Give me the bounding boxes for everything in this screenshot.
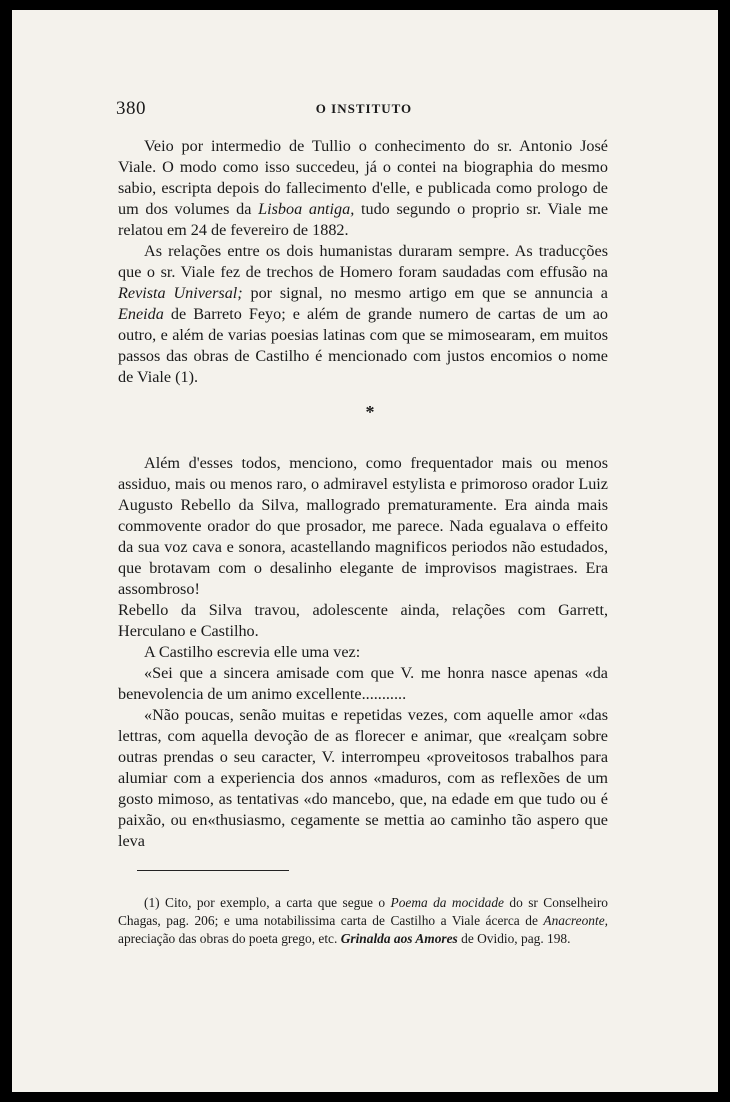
text-run: (1) Cito, por exemplo, a carta que segue o bbox=[144, 895, 391, 910]
section-separator: * bbox=[365, 402, 375, 422]
text-run: por signal, no mesmo artigo em que se annuncia a bbox=[242, 284, 608, 302]
text-run: As relações entre os dois humanistas duraram sempre. As traducções que o sr. Viale fez de trechos de Homero foram saudadas com effusão na bbox=[118, 242, 608, 281]
text-run: do sr Conselheiro Chagas, pag. 206; e uma notabilissima carta de Castilho a Viale ácerca de bbox=[118, 895, 608, 928]
text-run: de Barreto Feyo; e além de grande numero de cartas de um ao outro, e além de varias poesias latinas com que se mimosearam, em muitos passos das obras de Castilho é mencionado com justos encomios o nome de Viale (1). bbox=[118, 305, 608, 386]
text-run: de Ovidio, pag. 198. bbox=[457, 931, 571, 946]
paragraph bbox=[118, 241, 608, 388]
italic-title: Eneida bbox=[118, 305, 164, 323]
italic-title: Lisboa antiga, bbox=[258, 200, 355, 218]
book-page bbox=[12, 10, 718, 1092]
italic-title: Revista Universal; bbox=[118, 284, 243, 302]
paragraph bbox=[118, 136, 608, 241]
paragraph: A Castilho escrevia elle uma vez: bbox=[144, 643, 361, 661]
italic-title: Poema da mocidade bbox=[390, 895, 504, 910]
quotation: «Sei que a sincera amisade com que V. me honra nasce apenas «da benevolencia de um animo excellente........... bbox=[118, 664, 608, 703]
text-run: tudo segundo o proprio sr. Viale me relatou em 24 de fevereiro de 1882. bbox=[118, 200, 609, 239]
text-run: Veio por intermedio de Tullio o conhecimento do sr. Antonio José Viale. O modo como isso succedeu, já o contei na biographia do mesmo sabio, escripta depois do fallecimento d'elle, e publicada como prologo de um dos volumes da bbox=[118, 137, 608, 218]
quotation: «Não poucas, senão muitas e repetidas vezes, com aquelle amor «das lettras, com aquella devoção de as florecer e animar, que «realçam sobre outras prendas o seu caracter, V. interrompeu «proveitosos trabalhos para alumiar com a experiencia dos annos «maduros, com as reflexões de um gosto mimoso, as tentativas «do mancebo, que, na edade em que tudo ou é paixão, ou en«thusiasmo, cegamente se mettia ao caminho tão aspero que leva bbox=[118, 706, 608, 850]
footnote bbox=[118, 894, 608, 948]
italic-title: Grinalda aos Amores bbox=[340, 931, 458, 946]
page-number: 380 bbox=[116, 98, 146, 119]
running-title: O INSTITUTO bbox=[315, 101, 413, 116]
paragraph: Rebello da Silva travou, adolescente ainda, relações com Garrett, Herculano e Castilho. bbox=[118, 601, 608, 640]
body-text bbox=[118, 136, 608, 852]
paragraph: Além d'esses todos, menciono, como frequentador mais ou menos assiduo, mais ou menos raro, o admiravel estylista e primoroso orador Luiz Augusto Rebello da Silva, mallogrado prematuramente. Era ainda mais commovente orador do que prosador, me parece. Nada egualava o effeito da sua voz cava e sonora, acastellando magnificos periodos não estudados, que brotavam com o desalinho elegante de improvisos magistraes. Era assombroso! bbox=[118, 454, 608, 598]
text-run: apreciação das obras do poeta grego, etc. bbox=[118, 931, 341, 946]
italic-title: Anacreonte, bbox=[543, 913, 608, 928]
footnote-rule bbox=[137, 870, 289, 871]
page-header bbox=[116, 98, 612, 122]
footnote-text bbox=[118, 894, 608, 948]
